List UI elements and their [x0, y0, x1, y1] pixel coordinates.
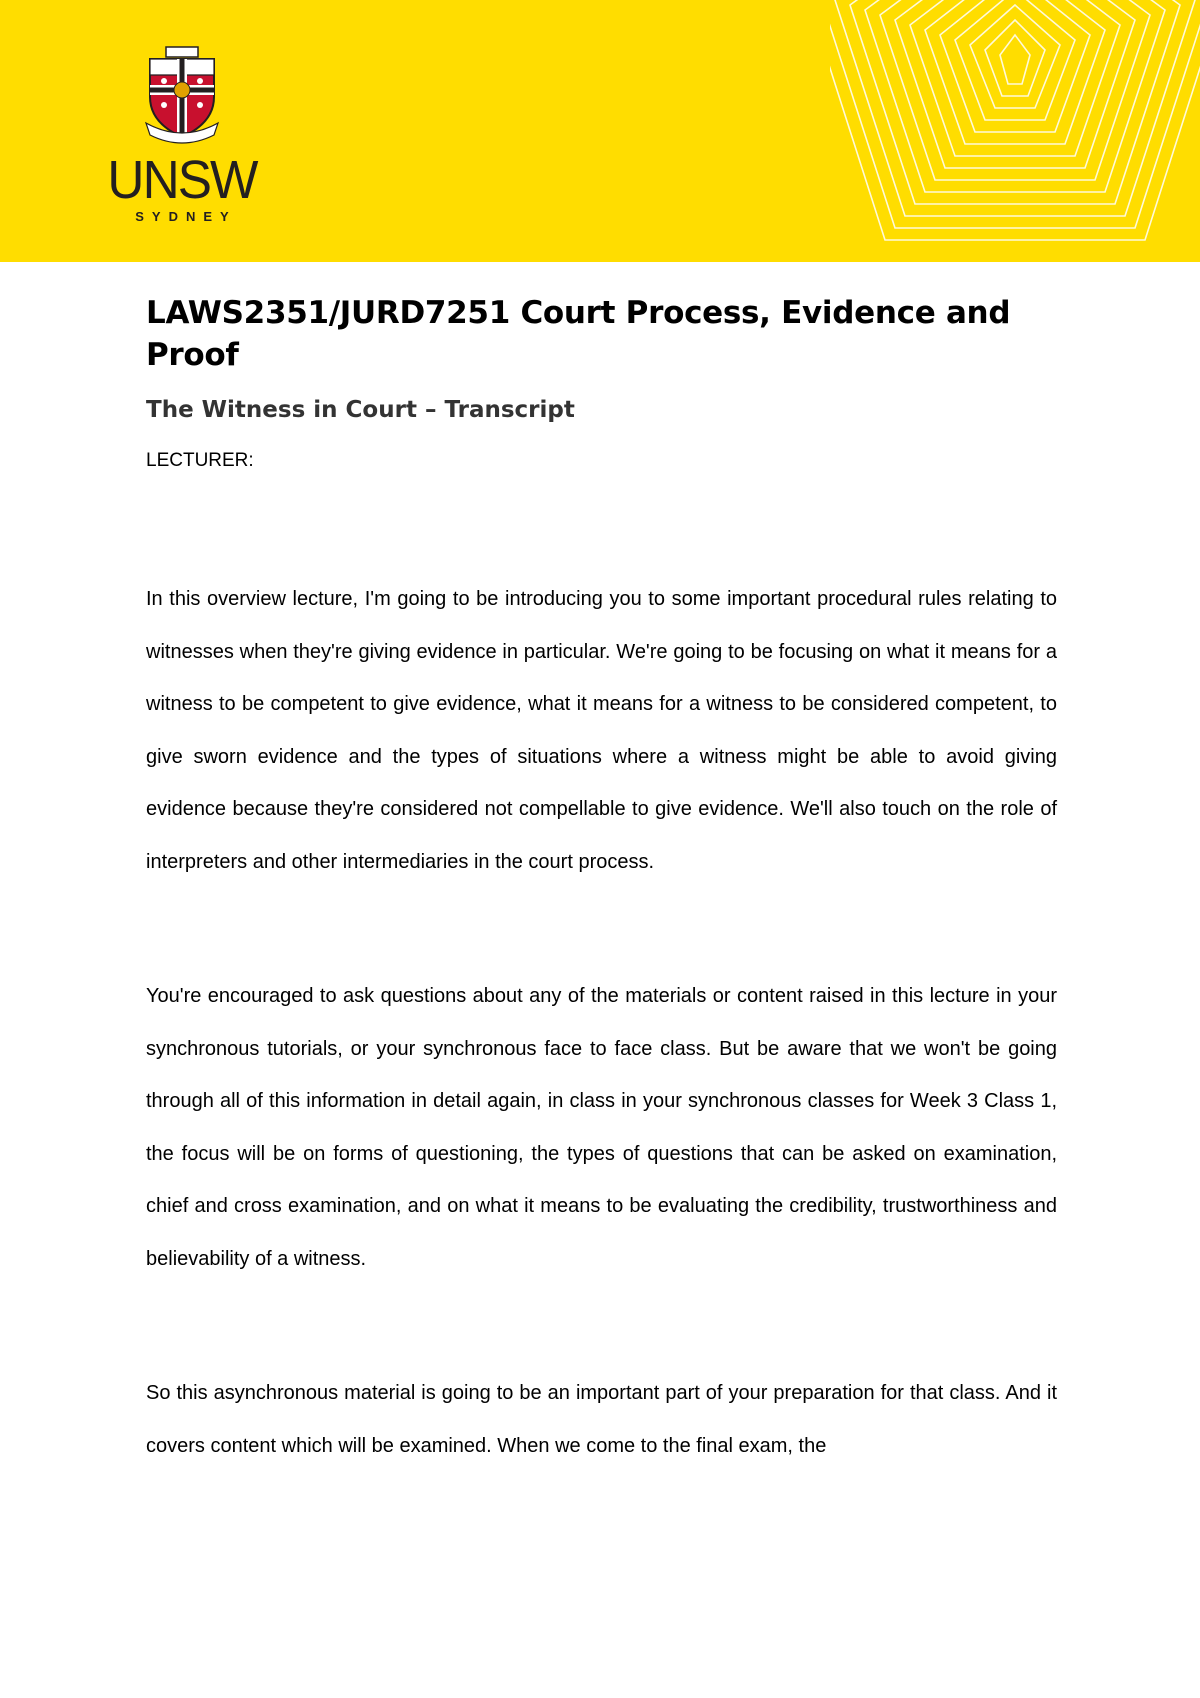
transcript-paragraph: In this overview lecture, I'm going to be introducing you to some important procedural rules relating to witnesses when they're giving evidence in particular. We're going to be focusing on what it means for a witness to be competent to give evidence, what it means for a witness to be considered competent, to give sworn evidence and the types of situations where a witness might be able to avoid giving evidence because they're considered not compellable to give evidence. We'll also touch on the role of interpreters and other intermediaries in the court process. — [146, 588, 1057, 873]
speaker-label: LECTURER: — [146, 450, 254, 471]
unsw-logo — [92, 45, 272, 235]
page-subtitle: The Witness in Court – Transcript — [146, 397, 575, 423]
crest-icon — [144, 45, 220, 145]
logo-wordmark: UNSW — [107, 150, 257, 210]
transcript-paragraph: So this asynchronous material is going to be an important part of your preparation for that class. And it covers content which will be examined. When we come to the final exam, the — [146, 1382, 1057, 1457]
document-body — [146, 292, 1057, 1472]
transcript-paragraph: You're encouraged to ask questions about any of the materials or content raised in this lecture in your synchronous tutorials, or your synchronous face to face class. But be aware that we won't be going through all of this information in detail again, in class in your synchronous classes for Week 3 Class 1, the focus will be on forms of questioning, the types of questions that can be asked on examination, chief and cross examination, and on what it means to be evaluating the credibility, trustworthiness and believability of a witness. — [146, 985, 1057, 1270]
page-title: LAWS2351/JURD7251 Court Process, Evidence and Proof — [146, 295, 1011, 373]
header-banner — [0, 0, 1200, 262]
geometric-pattern — [830, 0, 1200, 262]
logo-subword: SYDNEY — [135, 209, 237, 224]
